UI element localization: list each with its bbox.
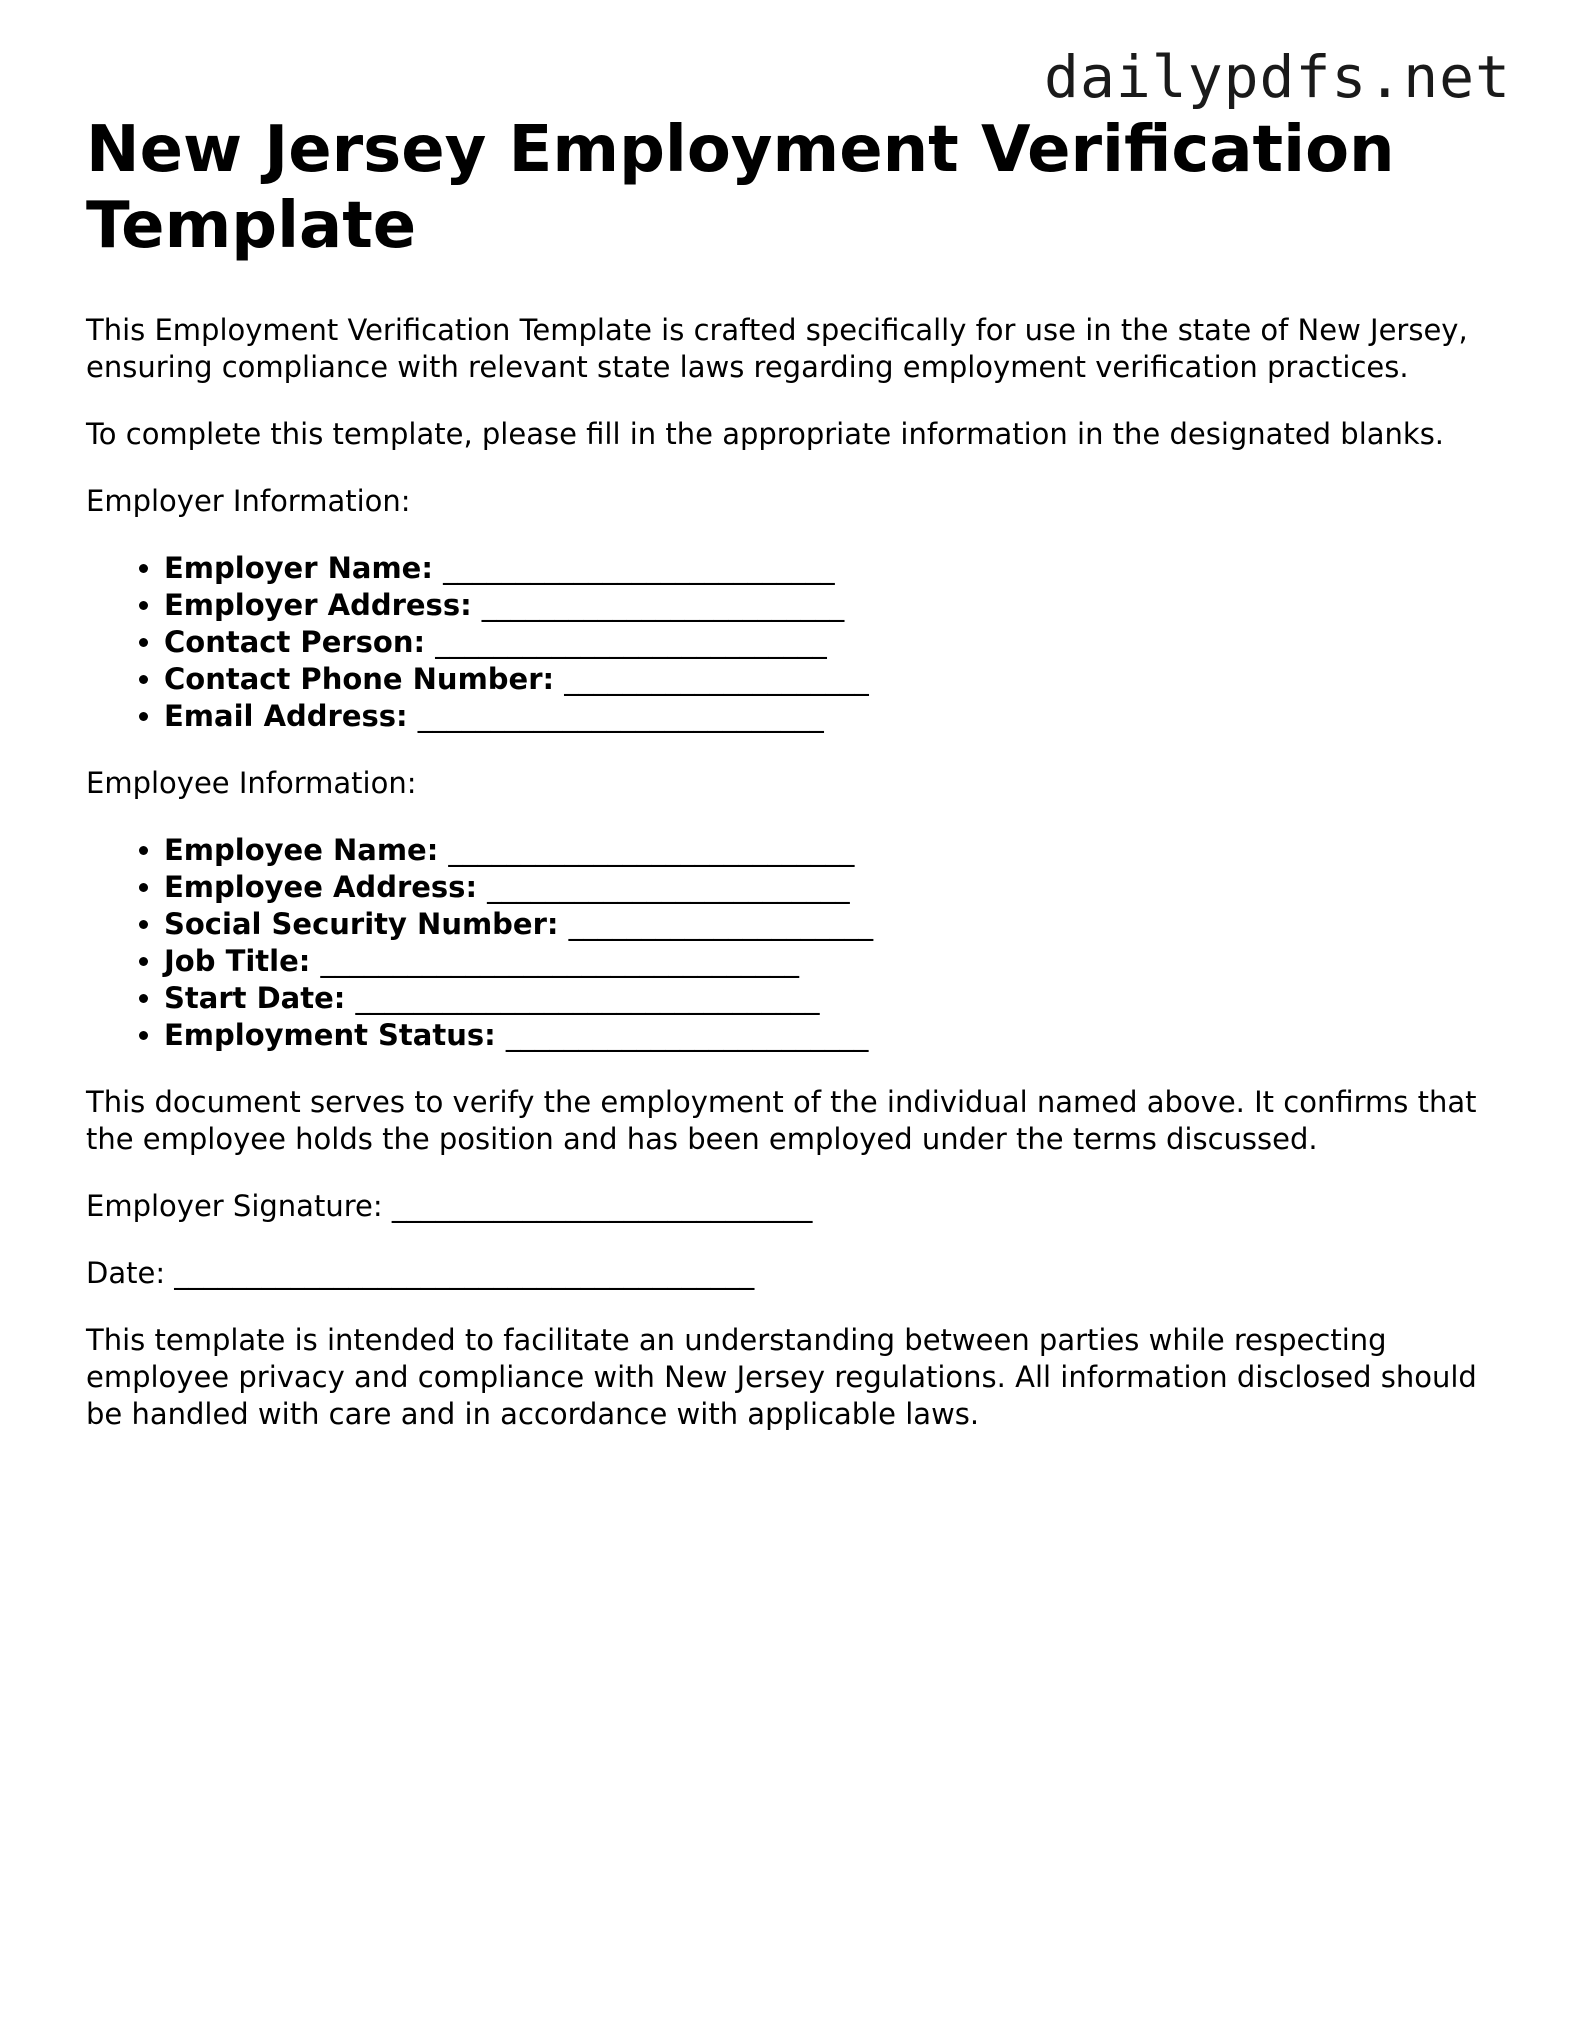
list-item [164,661,1506,698]
list-item [164,943,1506,980]
instructions-paragraph: To complete this template, please fill in the appropriate information in the designated blanks. [86,417,1445,451]
employer-signature-line[interactable]: Employer Signature: _____________________________ [86,1189,813,1223]
field-label: Employer Name: [164,551,433,585]
employee-section-heading: Employee Information: [86,766,417,800]
field-label: Social Security Number: [164,907,559,941]
document-title: New Jersey Employment Verification Template [86,113,1395,263]
fill-in-blank[interactable]: ____________________________ [448,833,855,867]
employee-fields-list [86,832,1506,1054]
field-label: Start Date: [164,981,346,1015]
list-item [164,832,1506,869]
list-item [164,698,1506,735]
field-label: Employee Address: [164,870,478,904]
fill-in-blank[interactable]: _________________________ [505,1018,869,1052]
field-label: Employer Address: [164,588,472,622]
fill-in-blank[interactable]: _________________________ [481,588,845,622]
intro-paragraph: This Employment Verification Template is crafted specifically for use in the state of New Jersey, ensuring compliance with relevant state laws regarding employment verification practices. [86,313,1468,384]
employer-fields-list [86,550,1506,735]
fill-in-blank[interactable]: ___________________________ [435,625,827,659]
field-label: Contact Phone Number: [164,662,555,696]
list-item [164,980,1506,1017]
field-label: Job Title: [164,944,311,978]
list-item [164,587,1506,624]
fill-in-blank[interactable]: _____________________ [568,907,874,941]
fill-in-blank[interactable]: ____________________________ [417,699,824,733]
field-label: Contact Person: [164,625,426,659]
fill-in-blank[interactable]: _________________________________ [320,944,799,978]
fill-in-blank[interactable]: _____________________ [564,662,869,696]
list-item [164,869,1506,906]
document-page [86,112,1506,1433]
field-label: Employee Name: [164,833,439,867]
fill-in-blank[interactable]: ________________________________ [355,981,820,1015]
watermark: dailypdfs.net [1044,43,1511,111]
verification-statement: This document serves to verify the employment of the individual named above. It confirms that the employee holds the position and has been employed under the terms discussed. [86,1085,1477,1156]
field-label: Employment Status: [164,1018,496,1052]
fill-in-blank[interactable]: ___________________________ [443,551,835,585]
list-item [164,906,1506,943]
closing-paragraph: This template is intended to facilitate an understanding between parties while respecting employee privacy and compliance with New Jersey regulations. All information disclosed should be handled with care and in accordance with applicable laws. [86,1323,1477,1431]
employer-section-heading: Employer Information: [86,484,411,518]
list-item [164,624,1506,661]
field-label: Email Address: [164,699,408,733]
list-item [164,550,1506,587]
date-line[interactable]: Date: ________________________________________ [86,1256,755,1290]
list-item [164,1017,1506,1054]
fill-in-blank[interactable]: _________________________ [487,870,850,904]
